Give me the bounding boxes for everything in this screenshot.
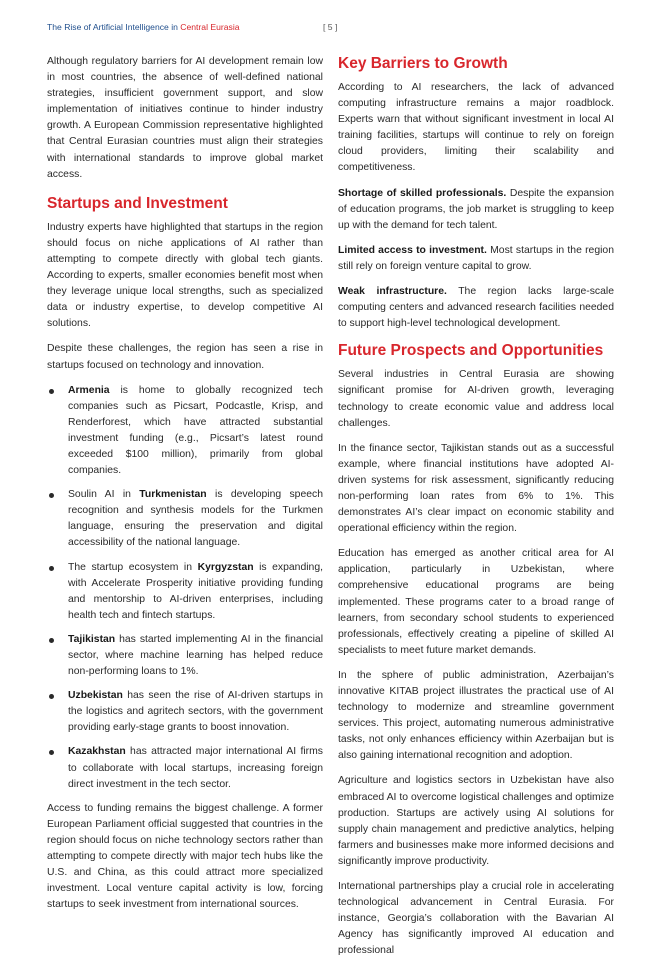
running-title-region: Central Eurasia — [180, 22, 240, 32]
barriers-paragraph: According to AI researchers, the lack of advanced computing infrastructure remains a major roadblock. Experts warn that without significant investment in local AI training facilities, startups will continue to rely on foreign cloud providers, limiting their scalability and competitiveness. — [338, 82, 614, 174]
right-column — [338, 54, 614, 969]
intro-paragraph: Although regulatory barriers for AI development remain low in most countries, the absence of well-defined national strategies, insufficient government support, and slow implementation of initiatives continue to hinder industry growth. A European Commission representative highlighted that Central Eurasian countries must align their strategies with international standards to improve global market access. — [47, 56, 323, 180]
list-item-uzbekistan: Uzbekistan has seen the rise of AI-driven startups in the logistics and agritech sectors, with the government providing early-stage grants to boost innovation. — [47, 688, 323, 736]
list-item-armenia: Armenia is home to globally recognized tech companies such as Picsart, Podcastle, Krisp, and Renderforest, which have attracted substantial investment funding (e.g., Picsart’s latest round exceeded $100 million), primarily from global companies. — [47, 383, 323, 480]
bullet-icon — [49, 694, 54, 699]
country-name: Kazakhstan — [68, 746, 126, 758]
barrier-title: Limited access to investment. — [338, 244, 487, 256]
bullet-icon — [49, 566, 54, 571]
country-name: Turkmenistan — [139, 489, 207, 501]
barrier-infrastructure: Weak infrastructure. The region lacks large-scale computing centers and advanced research facilities needed to support high-level technological development. — [338, 286, 614, 330]
left-column — [47, 54, 323, 922]
page-header — [47, 22, 615, 36]
country-name: Armenia — [68, 384, 110, 396]
barrier-title: Shortage of skilled professionals. — [338, 187, 507, 199]
page-number: [ 5 ] — [323, 22, 338, 32]
bullet-icon — [49, 389, 54, 394]
startups-paragraph-1: Industry experts have highlighted that startups in the region should focus on niche applications of AI rather than attempting to compete directly with global tech giants. According to experts, smaller economies benefit most when they leverage unique local strengths, such as specialized data or industry expertise, to develop competitive AI solutions. — [47, 221, 323, 330]
startups-paragraph-2: Despite these challenges, the region has seen a rise in startups focused on technology and innovation. — [47, 343, 323, 371]
prospects-paragraph-2: In the finance sector, Tajikistan stands out as a successful example, where financial institutions have adopted AI-driven systems for risk assessment, significantly reducing non-performing loan rates from 6% to 1%. This demonstrates AI’s clear impact on economic stability and operational efficiency within the region. — [338, 442, 614, 535]
running-title-main: The Rise of Artificial Intelligence — [47, 22, 169, 32]
prospects-paragraph-6: International partnerships play a crucial role in accelerating technological advancement in Central Eurasia. For instance, Georgia’s collaboration with the Bavarian AI Agency has significantly improved AI education and professional — [338, 881, 614, 957]
country-name: Tajikistan — [68, 633, 116, 645]
bullet-icon — [49, 493, 54, 498]
prospects-paragraph-3: Education has emerged as another critical area for AI application, particularly in Uzbekistan, where comprehensive educational programs are being implemented. These programs cater to a broad range of learners, from secondary school students to experienced professionals, effectively creating a pipeline of skilled AI specialists to meet future market demands. — [338, 548, 614, 656]
list-item-tajikistan: Tajikistan has started implementing AI in the financial sector, where machine learning has helped reduce non-performing loans to 1%. — [47, 632, 323, 680]
list-item-turkmenistan: Soulin AI in Turkmenistan is developing speech recognition and synthesis models for the Turkmen language, ensuring the preservation and digital accessibility of the national language. — [47, 487, 323, 551]
country-name: Uzbekistan — [68, 690, 123, 702]
prospects-paragraph-5: Agriculture and logistics sectors in Uzbekistan have also embraced AI to overcome logistical challenges and optimize production. Startups are actively using AI solutions for supply chain management and predictive analytics, helping farmers and businesses make more informed decisions and significantly improve productivity. — [338, 775, 614, 867]
prospects-paragraph-1: Several industries in Central Eurasia are showing significant promise for AI-driven growth, leveraging technology to create economic value and address local challenges. — [338, 369, 614, 429]
country-startup-list — [47, 383, 323, 793]
running-title-in: in — [168, 22, 181, 32]
funding-paragraph: Access to funding remains the biggest challenge. A former European Parliament official suggested that countries in the region should focus on niche technology sectors rather than attempting to compete directly with major tech hubs like the U.S. and China, as this could attract more specialized investment. Local venture capital activity is low, forcing startups to seek investment from international sources. — [47, 802, 323, 911]
startups-heading: Startups and Investment — [47, 194, 228, 212]
barrier-skills: Shortage of skilled professionals. Despite the expansion of education programs, the job market is struggling to keep up with the demand for tech talent. — [338, 187, 614, 231]
barrier-investment: Limited access to investment. Most startups in the region still rely on foreign venture capital to grow. — [338, 244, 614, 272]
list-item-kazakhstan: Kazakhstan has attracted major international AI firms to collaborate with local startups, increasing foreign direct investment in the tech sector. — [47, 744, 323, 792]
running-title — [47, 22, 240, 32]
country-name: Kyrgyzstan — [197, 561, 254, 573]
barrier-title: Weak infrastructure. — [338, 286, 447, 298]
prospects-paragraph-4: In the sphere of public administration, Azerbaijan’s innovative KITAB project illustrates the practical use of AI technology to modernize and streamline government services. This project, automating numerous administrative tasks, not only enhances efficiency within Azerbaijan but is also gaining international recognition and adoption. — [338, 669, 614, 762]
bullet-icon — [49, 638, 54, 643]
barriers-heading: Key Barriers to Growth — [338, 55, 508, 72]
list-item-kyrgyzstan: The startup ecosystem in Kyrgyzstan is expanding, with Accelerate Prosperity initiative providing funding and mentorship to AI-driven enterprises, including health tech and fintech startups. — [47, 560, 323, 624]
bullet-icon — [49, 750, 54, 755]
prospects-heading: Future Prospects and Opportunities — [338, 342, 604, 360]
